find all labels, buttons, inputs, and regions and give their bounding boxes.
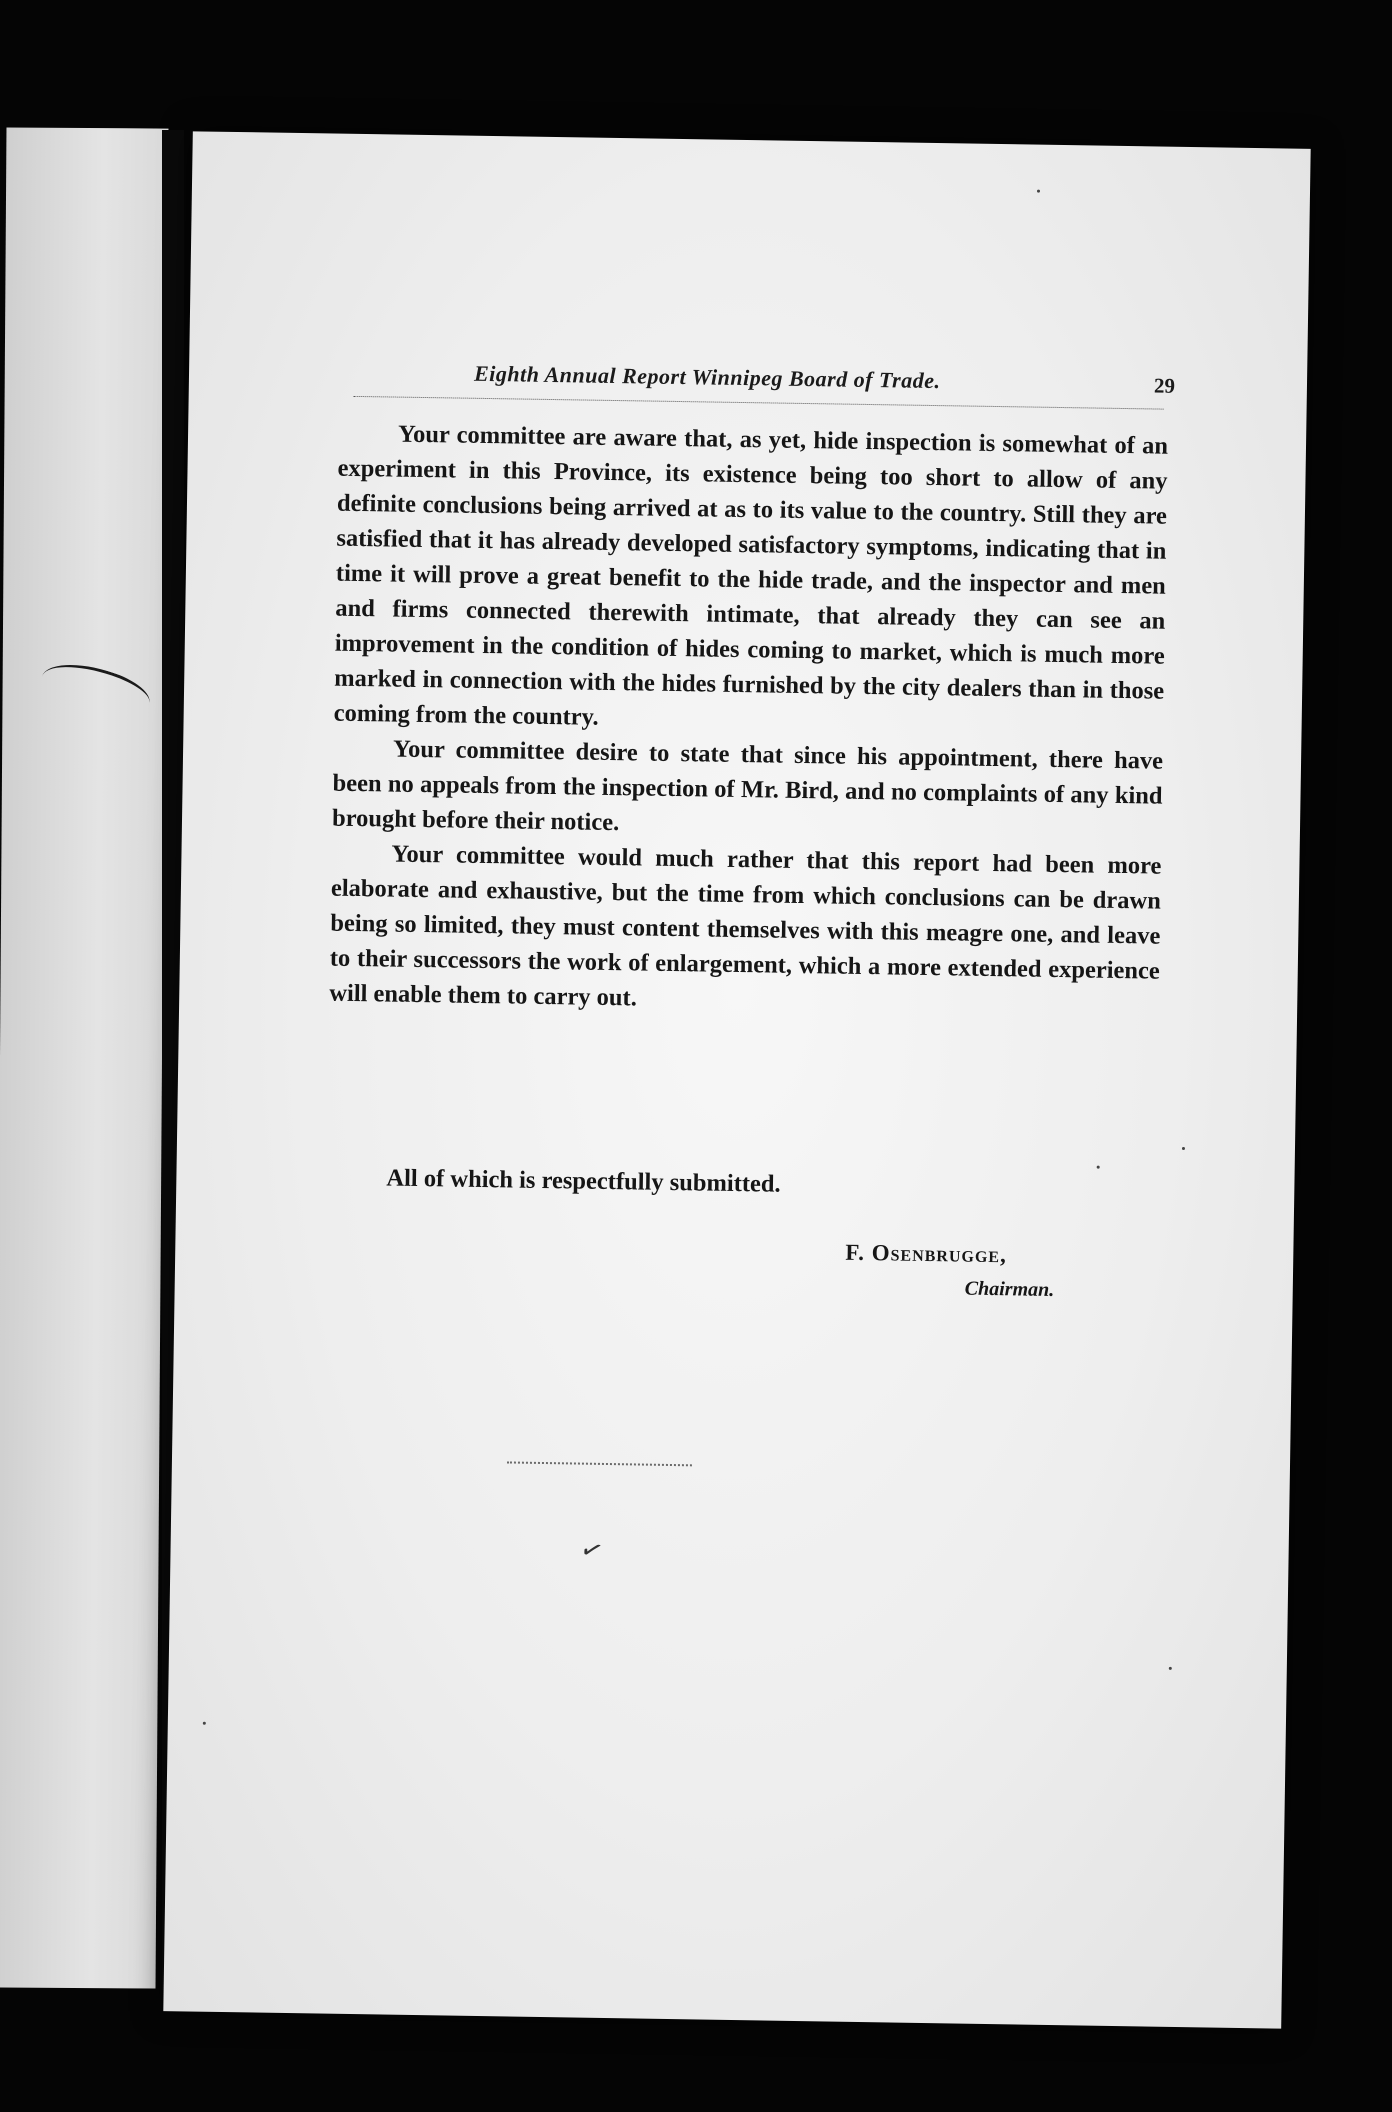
running-title: Eighth Annual Report Winnipeg Board of Trade. [473,360,941,394]
running-head [189,356,1307,414]
body-text [329,416,1168,1024]
closing-line: All of which is respectfully submitted. [386,1164,781,1198]
check-mark-icon: ✓ [575,1532,608,1569]
paragraph-2: Your committee desire to state that since his appointment, there have been no appeals from the inspection of Mr. Bird, and no complaints of any kind brought before their notice. [331,735,1164,837]
signer-name: F. Osenbrugge, [845,1239,1008,1268]
scan-speck [203,1722,206,1725]
document-page [163,131,1310,2028]
scan-speck [1097,1166,1100,1169]
scan-speck [1037,190,1040,193]
paragraph-1: Your committee are aware that, as yet, hide inspection is somewhat of an experiment in this Province, its existence being too short to allow of any definite conclusions being arrived at as to its value to the country. Still they are satisfied that it has already developed satisfactory symptoms, indicating that in time it will prove a great benefit to the hide trade, and the inspector and men and firms connected therewith intimate, that already they can see an improvement in the condition of hides coming to market, which is much more marked in connection with the hides furnished by the city dealers than in those coming from the country. [333,420,1169,731]
signoff-block [326,1164,1156,1302]
end-rule [507,1461,692,1466]
pencil-mark [37,652,155,728]
page-number: 29 [1153,373,1176,398]
scan-speck [1182,1147,1185,1150]
signer-title: Chairman. [964,1277,1055,1302]
paragraph-3: Your committee would much rather that this report had been more elaborate and exhaustive, but the time from which conclusions can be drawn being so limited, they must content themselves with this meagre one, and leave to their successors the work of enlargement, which a more extended experience will enable them to carry out. [329,840,1162,1012]
facing-page-edge [0,127,168,1988]
scan-speck [1169,1667,1172,1670]
